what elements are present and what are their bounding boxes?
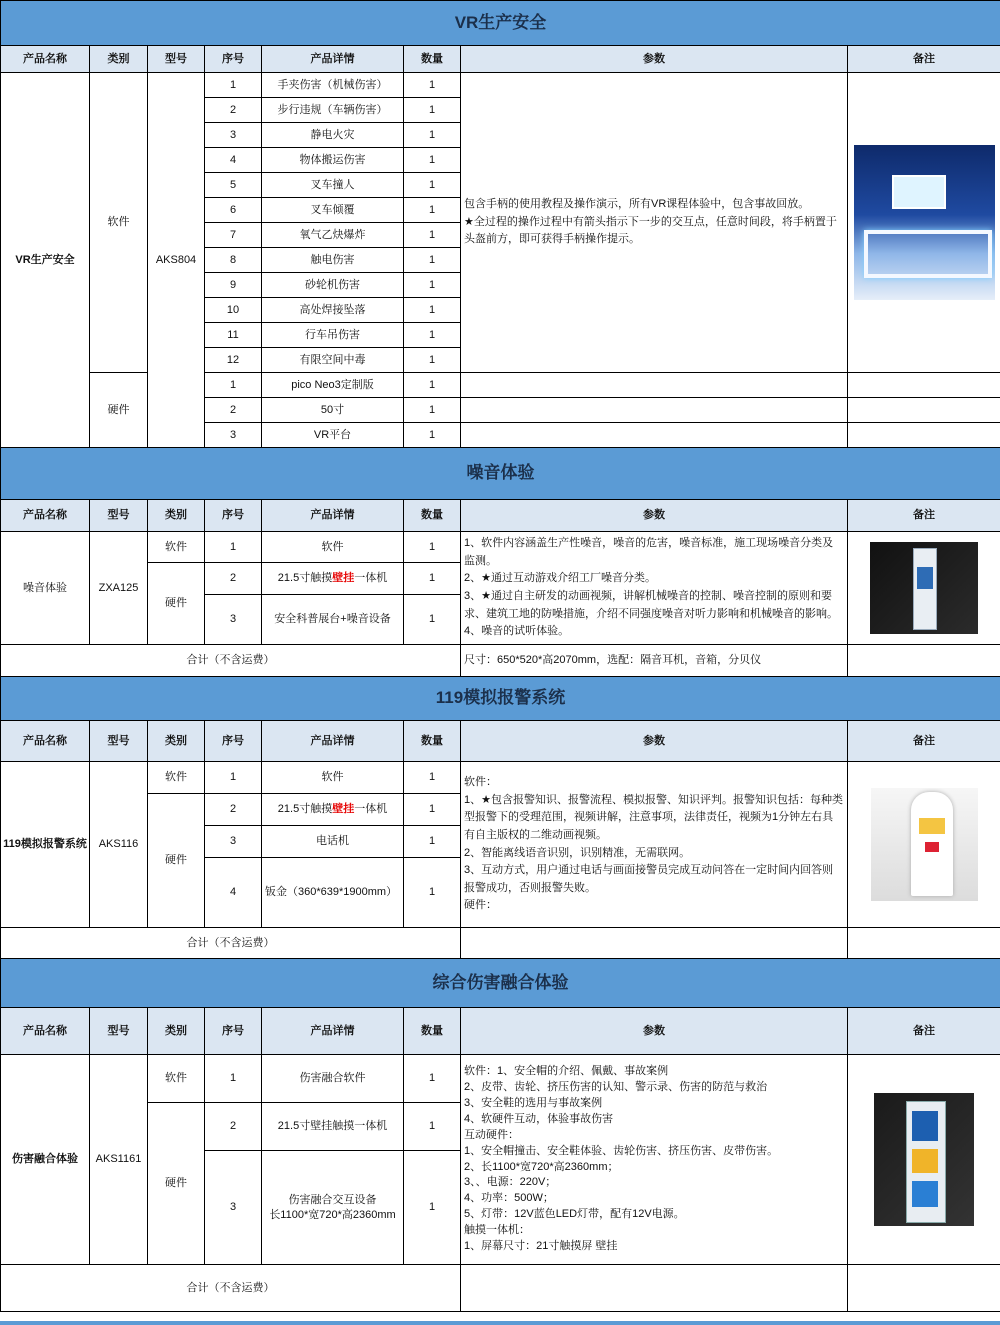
column-header-row bbox=[1, 500, 1000, 532]
remark-cell bbox=[848, 73, 1000, 373]
category-software: 软件 bbox=[148, 1055, 205, 1103]
row-detail: 21.5寸壁挂触摸一体机 bbox=[262, 1103, 404, 1151]
row-no: 6 bbox=[205, 198, 262, 223]
row-detail: 叉车撞人 bbox=[262, 173, 404, 198]
total-label: 合计（不含运费） bbox=[1, 645, 461, 677]
total-label: 合计（不含运费） bbox=[1, 1265, 461, 1312]
params-line: 2、皮带、齿轮、挤压伤害的认知、警示录、伤害的防范与救治 bbox=[464, 1080, 768, 1093]
row-qty: 1 bbox=[404, 373, 461, 398]
col-header: 产品详情 bbox=[262, 1008, 404, 1055]
row-no: 8 bbox=[205, 248, 262, 273]
row-detail: 静电火灾 bbox=[262, 123, 404, 148]
row-no: 2 bbox=[205, 563, 262, 595]
col-header: 数量 bbox=[404, 1008, 461, 1055]
col-header: 序号 bbox=[205, 500, 262, 532]
params-line: 2、★通过互动游戏介绍工厂噪音分类。 bbox=[464, 572, 656, 585]
table-row bbox=[1, 1055, 1000, 1103]
row-qty: 1 bbox=[404, 532, 461, 563]
col-header: 参数 bbox=[461, 721, 848, 762]
params-empty bbox=[461, 373, 848, 398]
col-header: 参数 bbox=[461, 500, 848, 532]
col-header: 序号 bbox=[205, 721, 262, 762]
section-header-noise bbox=[1, 448, 1000, 500]
row-qty: 1 bbox=[404, 148, 461, 173]
model-number: ZXA125 bbox=[90, 532, 148, 645]
params-line: 1、软件内容涵盖生产性噪音，噪音的危害，噪音标准，施工现场噪音分类及监测。 bbox=[464, 537, 834, 567]
params-cell bbox=[461, 73, 848, 373]
row-detail bbox=[262, 563, 404, 595]
row-no: 2 bbox=[205, 98, 262, 123]
row-qty: 1 bbox=[404, 1151, 461, 1265]
col-header: 类别 bbox=[148, 721, 205, 762]
col-header: 备注 bbox=[848, 721, 1000, 762]
params-line: 2、长1100*宽720*高2360mm； bbox=[464, 1160, 619, 1173]
category-software: 软件 bbox=[148, 762, 205, 794]
section-title: 119模拟报警系统 bbox=[1, 677, 1000, 721]
product-name: 噪音体验 bbox=[1, 532, 90, 645]
total-row bbox=[1, 1265, 1000, 1312]
noise-kiosk-photo bbox=[870, 542, 978, 634]
params-cell bbox=[461, 1055, 848, 1265]
row-no: 2 bbox=[205, 398, 262, 423]
category-hardware: 硬件 bbox=[148, 794, 205, 928]
col-header: 数量 bbox=[404, 721, 461, 762]
column-header-row bbox=[1, 1008, 1000, 1055]
row-qty: 1 bbox=[404, 1055, 461, 1103]
col-header: 产品名称 bbox=[1, 500, 90, 532]
row-no: 7 bbox=[205, 223, 262, 248]
col-header: 型号 bbox=[148, 46, 205, 73]
row-qty: 1 bbox=[404, 348, 461, 373]
vr-platform-photo bbox=[854, 145, 995, 300]
remark-empty bbox=[848, 423, 1000, 448]
row-detail: 行车吊伤害 bbox=[262, 323, 404, 348]
remark-cell bbox=[848, 762, 1000, 928]
remark-empty bbox=[848, 373, 1000, 398]
row-no: 1 bbox=[205, 532, 262, 563]
params-line: 4、功率：500W； bbox=[464, 1192, 554, 1205]
detail-part: 一体机 bbox=[354, 803, 388, 816]
row-no: 12 bbox=[205, 348, 262, 373]
row-detail: 安全科普展台+噪音设备 bbox=[262, 595, 404, 645]
row-detail: 物体搬运伤害 bbox=[262, 148, 404, 173]
row-qty: 1 bbox=[404, 273, 461, 298]
remark-cell bbox=[848, 532, 1000, 645]
col-header: 序号 bbox=[205, 46, 262, 73]
col-header: 型号 bbox=[90, 1008, 148, 1055]
detail-part: 一体机 bbox=[354, 572, 388, 585]
row-detail: 软件 bbox=[262, 532, 404, 563]
params-empty bbox=[461, 1265, 848, 1312]
col-header: 备注 bbox=[848, 46, 1000, 73]
row-no: 5 bbox=[205, 173, 262, 198]
row-no: 4 bbox=[205, 858, 262, 928]
params-empty bbox=[461, 423, 848, 448]
detail-highlight: 壁挂 bbox=[332, 803, 355, 816]
remark-empty bbox=[848, 928, 1000, 959]
row-qty: 1 bbox=[404, 223, 461, 248]
params-line: 4、软硬件互动，体验事故伤害 bbox=[464, 1112, 614, 1125]
column-header-row bbox=[1, 721, 1000, 762]
col-header: 产品名称 bbox=[1, 1008, 90, 1055]
row-qty: 1 bbox=[404, 595, 461, 645]
row-no: 3 bbox=[205, 826, 262, 858]
col-header: 备注 bbox=[848, 500, 1000, 532]
row-detail: 触电伤害 bbox=[262, 248, 404, 273]
category-hardware: 硬件 bbox=[148, 1103, 205, 1265]
row-qty: 1 bbox=[404, 323, 461, 348]
total-params: 尺寸：650*520*高2070mm，选配：隔音耳机，音箱，分贝仪 bbox=[461, 645, 848, 677]
row-qty: 1 bbox=[404, 563, 461, 595]
model-number: AKS1161 bbox=[90, 1055, 148, 1265]
row-qty: 1 bbox=[404, 248, 461, 273]
row-no: 9 bbox=[205, 273, 262, 298]
detail-part: 21.5寸触摸 bbox=[277, 803, 333, 816]
col-header: 型号 bbox=[90, 721, 148, 762]
params-line: 3、安全鞋的选用与事故案例 bbox=[464, 1096, 603, 1109]
params-line: 4、噪音的试听体验。 bbox=[464, 625, 570, 638]
section-title: VR生产安全 bbox=[1, 1, 1000, 46]
col-header: 产品名称 bbox=[1, 46, 90, 73]
row-detail: 软件 bbox=[262, 762, 404, 794]
row-detail: 50寸 bbox=[262, 398, 404, 423]
params-line: 3、互动方式，用户通过电话与画面接警员完成互动问答在一定时间内回答则报警成功，否则报警失败。 bbox=[464, 864, 834, 894]
params-line: 触摸一体机： bbox=[464, 1224, 530, 1237]
col-header: 数量 bbox=[404, 500, 461, 532]
detail-part: 21.5寸触摸 bbox=[277, 572, 333, 585]
model-number: AKS804 bbox=[148, 73, 205, 448]
row-detail: 伤害融合软件 bbox=[262, 1055, 404, 1103]
params-line: 1、安全帽撞击、安全鞋体验、齿轮伤害、挤压伤害、皮带伤害。 bbox=[464, 1144, 779, 1157]
col-header: 序号 bbox=[205, 1008, 262, 1055]
row-detail: 钣金（360*639*1900mm） bbox=[262, 858, 404, 928]
params-line: 5、灯带：12V蓝色LED灯带，配有12V电源。 bbox=[464, 1208, 685, 1221]
row-qty: 1 bbox=[404, 298, 461, 323]
col-header: 产品详情 bbox=[262, 721, 404, 762]
row-qty: 1 bbox=[404, 198, 461, 223]
section-title: 综合伤害融合体验 bbox=[1, 959, 1000, 1008]
row-no: 2 bbox=[205, 1103, 262, 1151]
row-qty: 1 bbox=[404, 762, 461, 794]
params-empty bbox=[461, 398, 848, 423]
params-line: 2、智能离线语音识别，识别精准，无需联网。 bbox=[464, 846, 691, 859]
section-header-vr bbox=[1, 1, 1000, 46]
row-qty: 1 bbox=[404, 73, 461, 98]
col-header: 产品详情 bbox=[262, 500, 404, 532]
params-line: 1、屏幕尺寸：21寸触摸屏 壁挂 bbox=[464, 1240, 618, 1253]
total-row bbox=[1, 645, 1000, 677]
row-no: 2 bbox=[205, 794, 262, 826]
remark-cell bbox=[848, 1055, 1000, 1265]
col-header: 备注 bbox=[848, 1008, 1000, 1055]
section-title: 噪音体验 bbox=[1, 448, 1000, 500]
col-header: 类别 bbox=[148, 500, 205, 532]
alarm-station-photo bbox=[871, 788, 978, 901]
row-no: 3 bbox=[205, 423, 262, 448]
row-qty: 1 bbox=[404, 98, 461, 123]
row-no: 10 bbox=[205, 298, 262, 323]
params-cell bbox=[461, 762, 848, 928]
row-detail: pico Neo3定制版 bbox=[262, 373, 404, 398]
section-header-injury bbox=[1, 959, 1000, 1008]
params-line: 包含手柄的使用教程及操作演示，所有VR课程体验中，包含事故回放。 bbox=[464, 198, 810, 211]
col-header: 数量 bbox=[404, 46, 461, 73]
remark-empty bbox=[848, 1265, 1000, 1312]
product-name: VR生产安全 bbox=[1, 73, 90, 448]
col-header: 参数 bbox=[461, 46, 848, 73]
row-detail: 叉车倾覆 bbox=[262, 198, 404, 223]
row-detail bbox=[262, 1151, 404, 1265]
detail-line: 长1100*宽720*高2360mm bbox=[269, 1208, 396, 1221]
row-qty: 1 bbox=[404, 826, 461, 858]
col-header: 产品详情 bbox=[262, 46, 404, 73]
row-qty: 1 bbox=[404, 173, 461, 198]
remark-empty bbox=[848, 398, 1000, 423]
col-header: 类别 bbox=[90, 46, 148, 73]
params-empty bbox=[461, 928, 848, 959]
row-no: 1 bbox=[205, 373, 262, 398]
params-line: 3、、电源：220V； bbox=[464, 1176, 557, 1189]
row-no: 3 bbox=[205, 1151, 262, 1265]
params-line: 互动硬件： bbox=[464, 1128, 519, 1141]
table-row bbox=[1, 532, 1000, 563]
row-qty: 1 bbox=[404, 1103, 461, 1151]
category-software: 软件 bbox=[90, 73, 148, 373]
row-detail: 电话机 bbox=[262, 826, 404, 858]
detail-line: 伤害融合交互设备 bbox=[288, 1193, 377, 1206]
category-hardware: 硬件 bbox=[148, 563, 205, 645]
row-detail: 手夹伤害（机械伤害） bbox=[262, 73, 404, 98]
injury-device-photo bbox=[874, 1093, 974, 1226]
row-no: 11 bbox=[205, 323, 262, 348]
row-no: 3 bbox=[205, 123, 262, 148]
row-detail: 高处焊接坠落 bbox=[262, 298, 404, 323]
table-row bbox=[1, 73, 1000, 98]
row-detail: 氧气乙炔爆炸 bbox=[262, 223, 404, 248]
column-header-row bbox=[1, 46, 1000, 73]
category-software: 软件 bbox=[148, 532, 205, 563]
row-detail: 步行违规（车辆伤害） bbox=[262, 98, 404, 123]
col-header: 类别 bbox=[148, 1008, 205, 1055]
row-detail: VR平台 bbox=[262, 423, 404, 448]
params-line: 软件： bbox=[464, 776, 497, 789]
params-cell bbox=[461, 532, 848, 645]
table-row bbox=[1, 762, 1000, 794]
row-no: 1 bbox=[205, 762, 262, 794]
row-no: 1 bbox=[205, 1055, 262, 1103]
model-number: AKS116 bbox=[90, 762, 148, 928]
row-no: 3 bbox=[205, 595, 262, 645]
row-qty: 1 bbox=[404, 423, 461, 448]
row-no: 1 bbox=[205, 73, 262, 98]
params-line: 1、★包含报警知识、报警流程、模拟报警、知识评判。报警知识包括：每种类型报警下的受理范围，视频讲解，注意事项，法律责任，视频为1分钟左右具有自主版权的二维动画视频。 bbox=[464, 793, 843, 841]
params-line: 硬件： bbox=[464, 899, 497, 912]
col-header: 型号 bbox=[90, 500, 148, 532]
row-detail: 砂轮机伤害 bbox=[262, 273, 404, 298]
remark-empty bbox=[848, 645, 1000, 677]
col-header: 参数 bbox=[461, 1008, 848, 1055]
product-name: 119模拟报警系统 bbox=[1, 762, 90, 928]
row-qty: 1 bbox=[404, 123, 461, 148]
total-row bbox=[1, 928, 1000, 959]
category-hardware: 硬件 bbox=[90, 373, 148, 448]
params-line: ★全过程的操作过程中有箭头指示下一步的交互点，任意时间段，将手柄置于头盔前方，即可获得手柄操作提示。 bbox=[464, 215, 837, 246]
params-line: 3、★通过自主研发的动画视频，讲解机械噪音的控制、噪音控制的原则和要求、建筑工地的防噪措施，介绍不同强度噪音对听力影响和机械噪音的影响。 bbox=[464, 590, 838, 620]
col-header: 产品名称 bbox=[1, 721, 90, 762]
row-qty: 1 bbox=[404, 398, 461, 423]
row-detail: 有限空间中毒 bbox=[262, 348, 404, 373]
row-qty: 1 bbox=[404, 794, 461, 826]
total-label: 合计（不含运费） bbox=[1, 928, 461, 959]
params-line: 软件：1、安全帽的介绍、佩戴、事故案例 bbox=[464, 1064, 669, 1077]
row-detail bbox=[262, 794, 404, 826]
product-name: 伤害融合体验 bbox=[1, 1055, 90, 1265]
row-qty: 1 bbox=[404, 858, 461, 928]
section-header-119 bbox=[1, 677, 1000, 721]
detail-highlight: 壁挂 bbox=[332, 572, 355, 585]
row-no: 4 bbox=[205, 148, 262, 173]
